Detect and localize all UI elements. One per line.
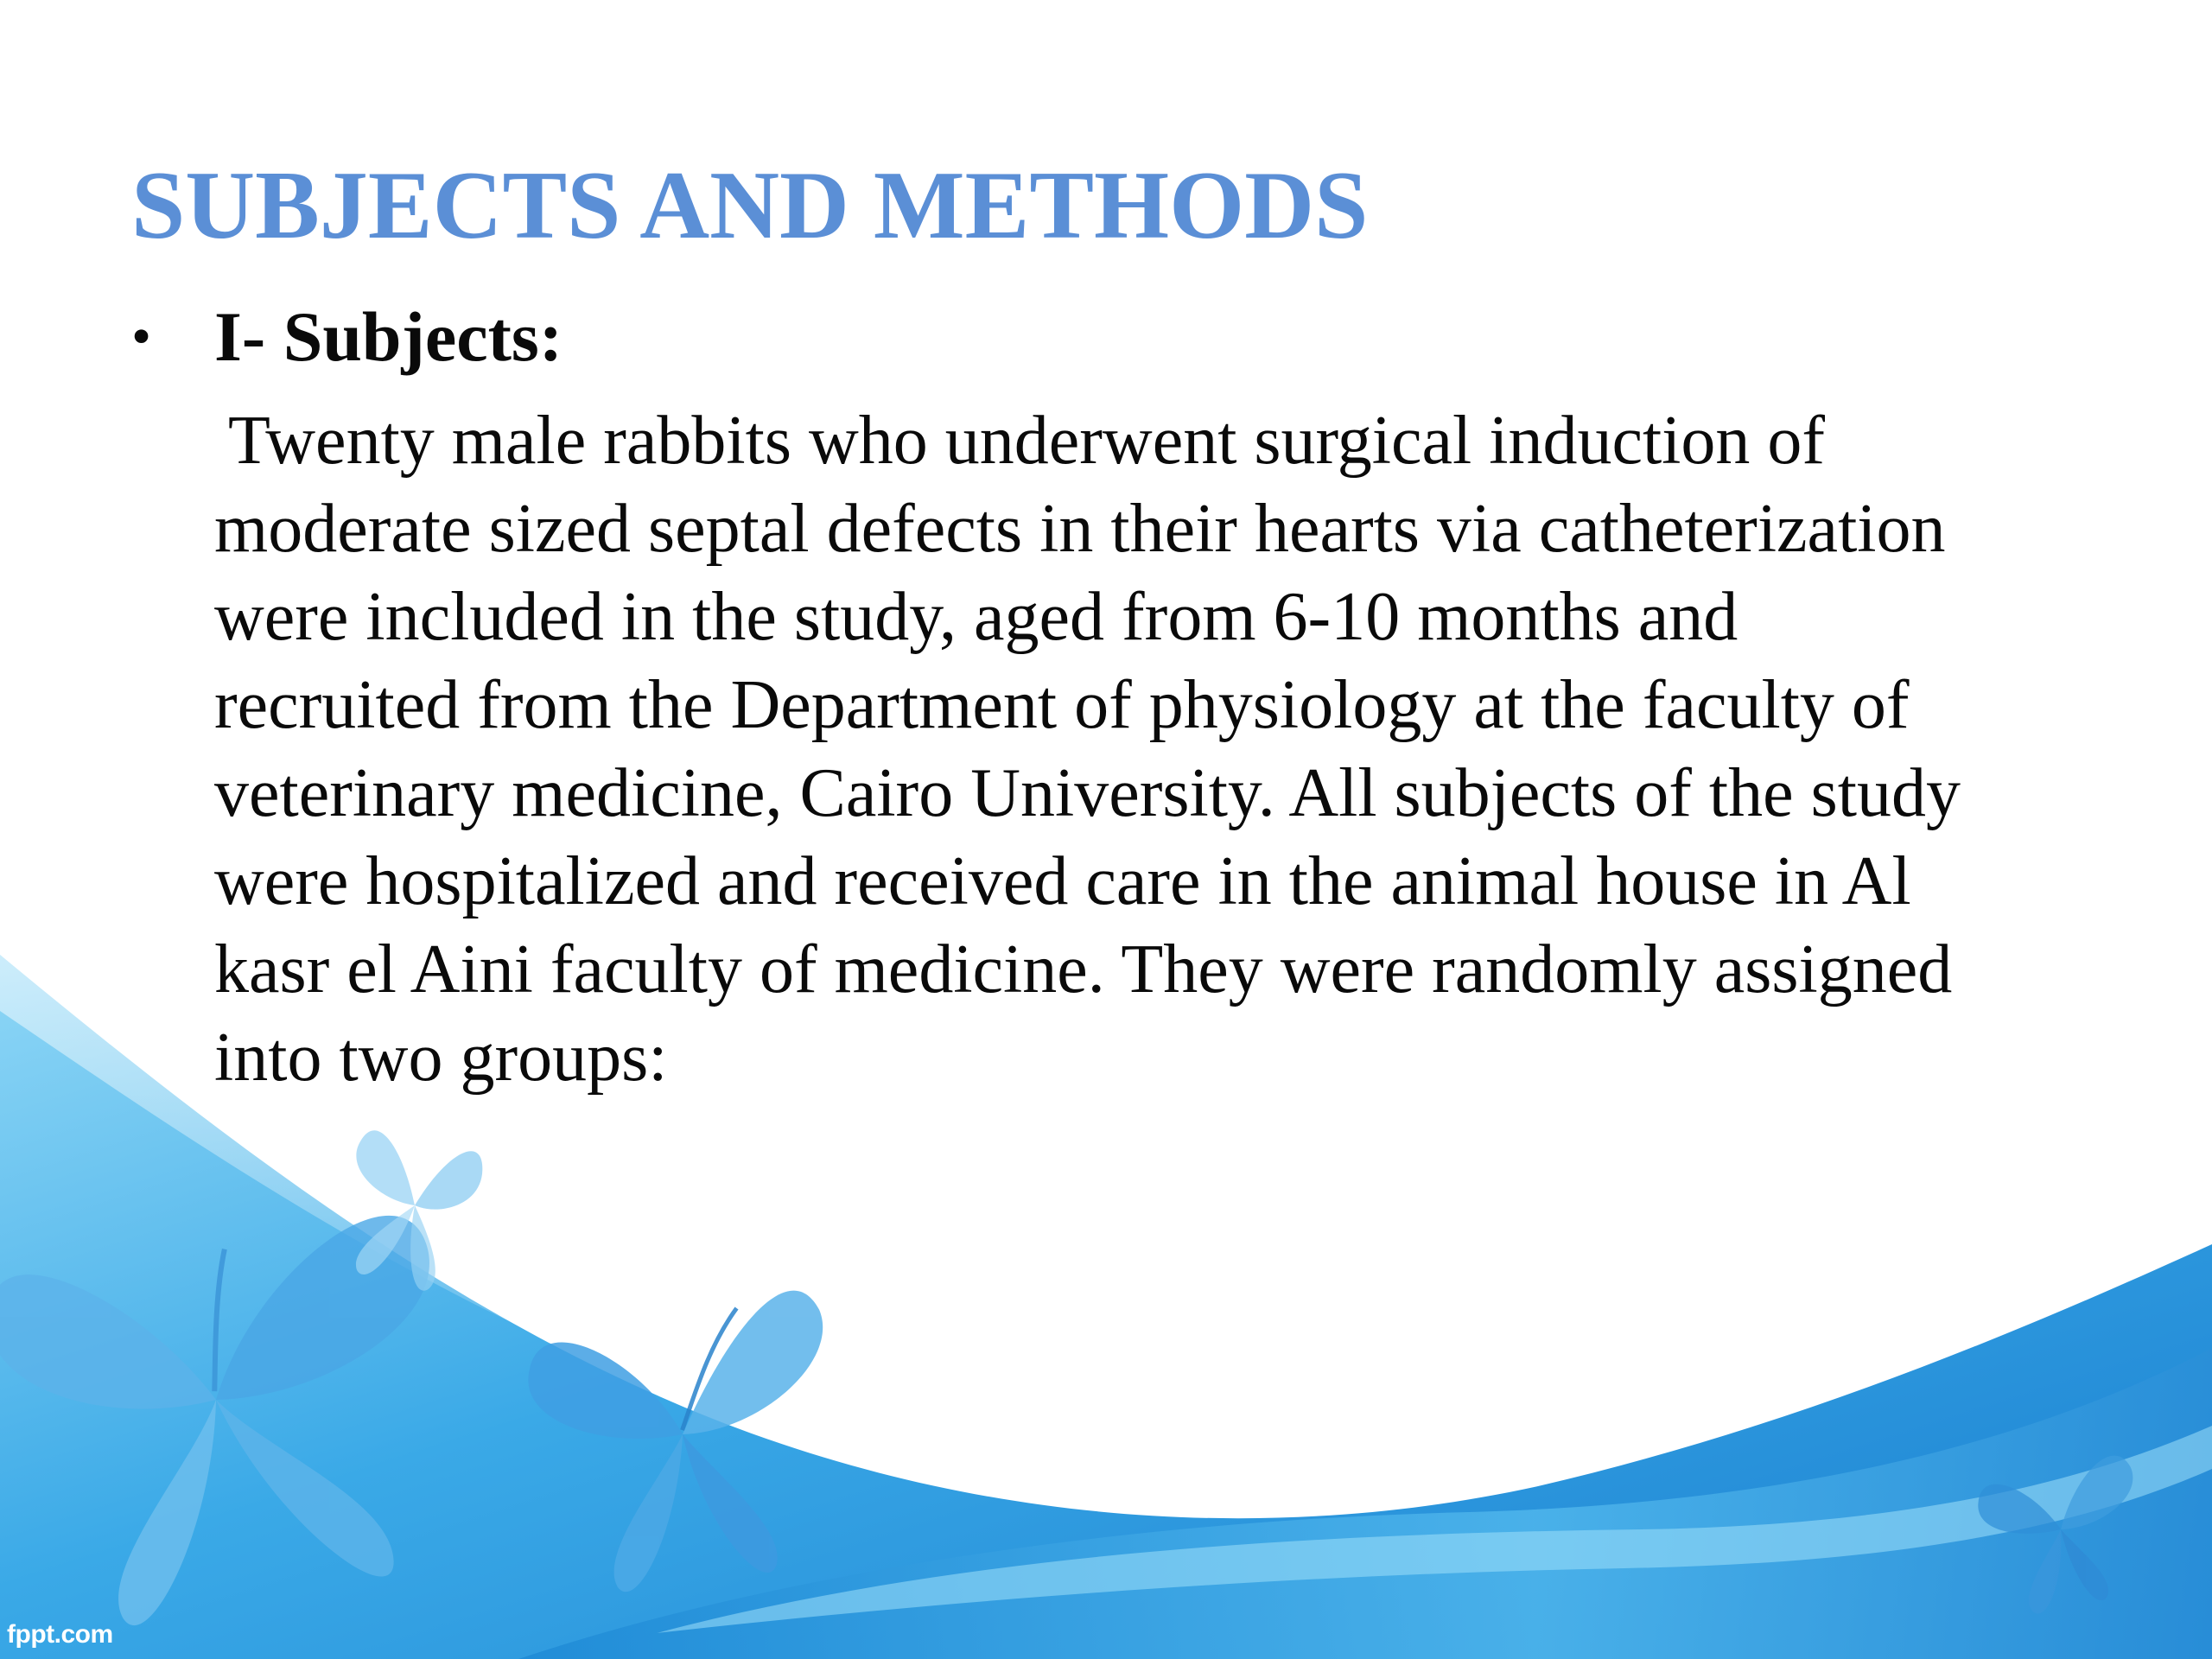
bullet-item [131, 292, 563, 382]
body-line: were included in the study, aged from 6-10 months and [214, 579, 1738, 655]
body-line: were hospitalized and received care in the animal house in Al [214, 843, 1911, 919]
body-line: Twenty male rabbits who underwent surgical induction of [228, 403, 1826, 479]
body-line: kasr el Aini faculty of medicine. They were randomly assigned [214, 931, 1953, 1007]
slide-title: SUBJECTS AND METHODS [131, 152, 1369, 259]
watermark: fppt.com [7, 1620, 113, 1649]
body-paragraph [214, 397, 1961, 1102]
body-line: moderate sized septal defects in their hearts via catheterization [214, 491, 1946, 567]
body-line: recruited from the Department of physiology at the faculty of [214, 667, 1910, 743]
bullet-glyph: • [131, 305, 152, 368]
bullet-heading: I- Subjects: [214, 297, 563, 376]
body-line: veterinary medicine, Cairo University. All subjects of the study [214, 755, 1961, 831]
body-line: into two groups: [214, 1020, 668, 1096]
